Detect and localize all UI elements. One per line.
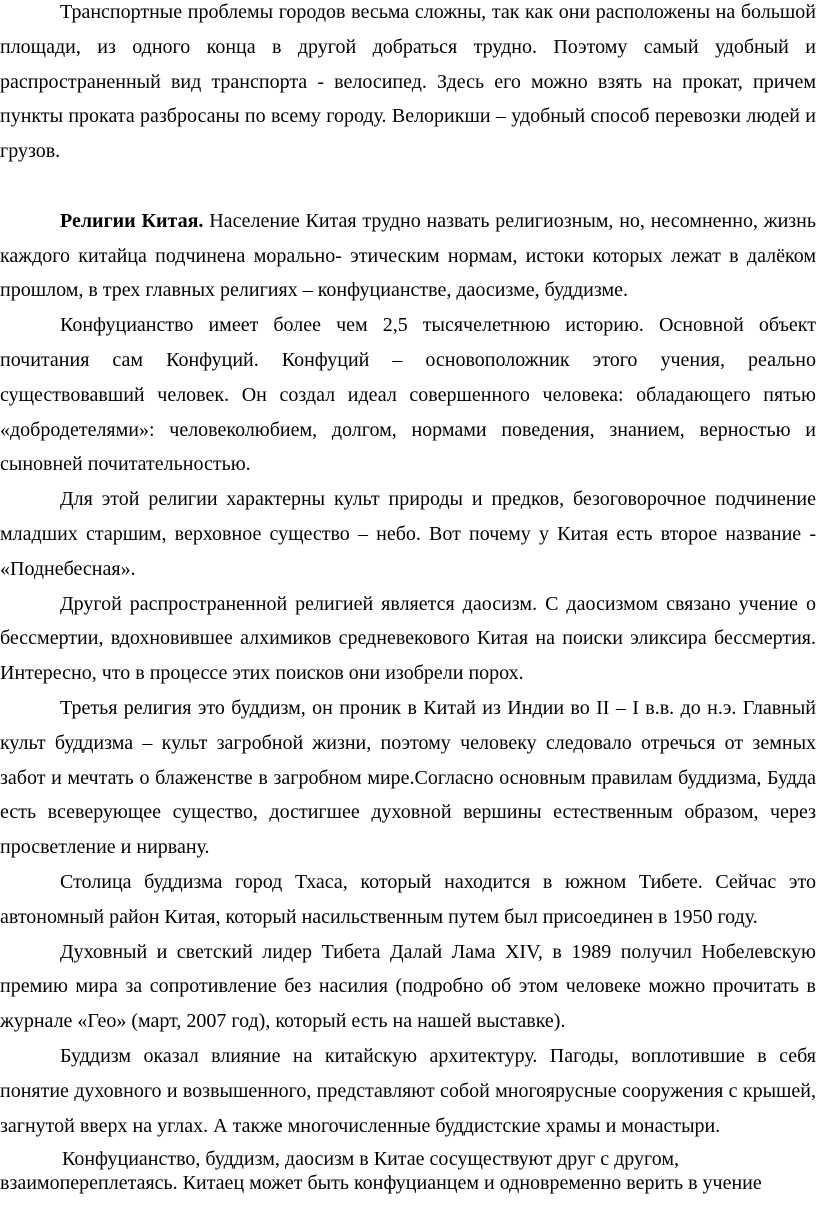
paragraph-architecture: Буддизм оказал влияние на китайскую архитектуру. Пагоды, воплотившие в себя понятие духовного и возвышенного, представляют собой многоярусные сооружения с крышей, загнутой вверх на углах. А также многочисленные буддистские храмы и монастыри. xyxy=(0,1044,816,1137)
paragraph-transport: Транспортные проблемы городов весьма сложны, так как они расположены на большой площади, из одного конца в другой добраться трудно. Поэтому самый удобный и распространенный вид транспорта - велосипед. Здесь его можно взять на прокат, причем пункты проката разбросаны по всему городу. Велорикши – удобный способ перевозки людей и грузов. xyxy=(0,1,816,163)
religions-intro-text: Население Китая трудно назвать религиозным, но, несомненно, жизнь каждого китайца подчинена морально- этическим нормам, истоки которых лежат в далёком прошлом, в трех главных религиях – конфуцианстве, даосизме, буддизме. xyxy=(0,209,816,302)
paragraph-lhasa: Столица буддизма город Тхаса, который находится в южном Тибете. Сейчас это автономный район Китая, который насильственным путем был присоединен в 1950 году. xyxy=(0,870,816,928)
paragraph-buddhism: Третья религия это буддизм, он проник в Китай из Индии во II – I в.в. до н.э. Главный культ буддизма – культ загробной жизни, поэтому человеку следовало отречься от земных забот и мечтать о блаженстве в загробном мире.Согласно основным правилам буддизма, Будда есть всеверующее существо, достигшее духовной вершины естественным образом, через просветление и нирвану. xyxy=(0,696,816,859)
paragraph-confucianism: Конфуцианство имеет более чем 2,5 тысячелетнюю историю. Основной объект почитания сам Конфуций. Конфуций – основоположник этого учения, реально существовавший человек. Он создал идеал совершенного человека: обладающего пятью «добродетелями»: человеколюбием, долгом, нормами поведения, знанием, верностью и сыновней почитательностью. xyxy=(0,314,816,476)
paragraph-religions-intro xyxy=(0,204,816,308)
paragraph-nature-cult: Для этой религии характерны культ природы и предков, безоговорочное подчинение младших старшим, верховное существо – небо. Вот почему у Китая есть второе название - «Поднебесная». xyxy=(0,488,816,580)
paragraph-dalai-lama: Духовный и светский лидер Тибета Далай Лама XIV, в 1989 получил Нобелевскую премию мира за сопротивление без насилия (подробно об этом человеке можно прочитать в журнале «Гео» (март, 2007 год), который есть на нашей выставке). xyxy=(0,940,816,1033)
paragraph-coexistence: Конфуцианство, буддизм, даосизм в Китае сосуществуют друг с другом, взаимопереплетаясь. Китаец может быть конфуцианцем и одновременно верить в учение xyxy=(0,1148,762,1195)
paragraph-taoism: Другой распространенной религией является даосизм. С даосизмом связано учение о бессмертии, вдохновившее алхимиков средневекового Китая на поиски эликсира бессмертия. Интересно, что в процессе этих поисков они изобрели порох. xyxy=(0,592,816,685)
section-heading: Религии Китая. xyxy=(60,209,204,232)
